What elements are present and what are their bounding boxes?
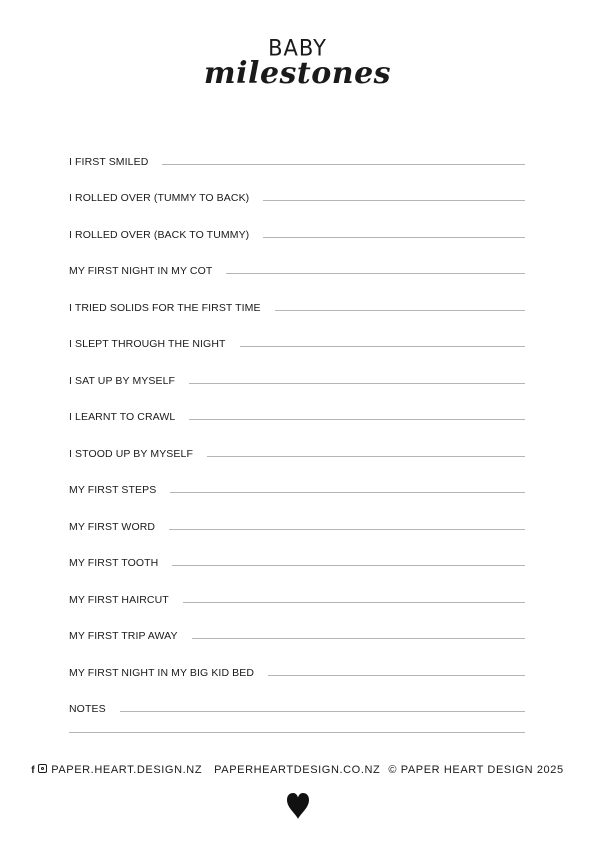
milestone-row — [69, 387, 525, 424]
write-line[interactable] — [170, 492, 525, 493]
write-line[interactable] — [189, 383, 525, 384]
milestone-row — [69, 642, 525, 679]
write-line[interactable] — [183, 602, 525, 603]
milestone-label: I FIRST SMILED — [69, 155, 149, 168]
milestone-row — [69, 423, 525, 460]
write-line[interactable] — [189, 419, 525, 420]
milestone-row — [69, 131, 525, 168]
milestone-row — [69, 314, 525, 351]
milestone-label: MY FIRST WORD — [69, 520, 156, 533]
milestone-row — [69, 277, 525, 314]
write-line[interactable] — [240, 346, 525, 347]
footer — [0, 764, 595, 776]
website-link[interactable]: PAPERHEARTDESIGN.CO.NZ — [214, 764, 381, 776]
milestone-label: MY FIRST TRIP AWAY — [69, 630, 178, 642]
milestone-label: MY FIRST STEPS — [69, 484, 157, 496]
milestone-label: I SAT UP BY MYSELF — [69, 374, 176, 387]
milestone-label: I ROLLED OVER (TUMMY TO BACK) — [69, 192, 250, 204]
write-line[interactable] — [226, 273, 525, 274]
milestone-list — [69, 131, 525, 715]
notes-line[interactable] — [120, 711, 525, 712]
milestone-row — [69, 569, 525, 606]
milestone-label: I STOOD UP BY MYSELF — [69, 447, 193, 460]
social-handle: PAPER.HEART.DESIGN.NZ — [51, 764, 203, 776]
copyright-text: © PAPER HEART DESIGN 2025 — [388, 764, 564, 776]
milestone-row — [69, 533, 525, 570]
milestone-row — [69, 606, 525, 643]
milestone-label: I LEARNT TO CRAWL — [69, 411, 176, 423]
write-line[interactable] — [263, 237, 525, 238]
milestone-row — [69, 168, 525, 205]
milestone-row — [69, 460, 525, 497]
write-line[interactable] — [192, 638, 525, 639]
notes-row — [69, 679, 525, 716]
write-line[interactable] — [268, 675, 525, 676]
milestone-label: I SLEPT THROUGH THE NIGHT — [69, 338, 226, 350]
milestone-row — [69, 204, 525, 241]
title-milestones: milestones — [203, 56, 392, 91]
write-line[interactable] — [207, 456, 525, 457]
heart-icon — [286, 792, 310, 820]
instagram-icon[interactable] — [38, 764, 47, 773]
facebook-icon[interactable]: f — [31, 765, 36, 776]
milestone-label: MY FIRST HAIRCUT — [69, 593, 169, 606]
write-line[interactable] — [169, 529, 525, 530]
milestone-row — [69, 350, 525, 387]
write-line[interactable] — [275, 310, 525, 311]
milestone-label: MY FIRST TOOTH — [69, 557, 159, 569]
milestone-label: MY FIRST NIGHT IN MY COT — [69, 265, 213, 277]
write-line[interactable] — [263, 200, 525, 201]
notes-line-2[interactable] — [69, 732, 525, 733]
title-baby: BABY — [268, 35, 327, 61]
milestone-row — [69, 241, 525, 278]
write-line[interactable] — [172, 565, 525, 566]
milestone-row — [69, 496, 525, 533]
notes-label: NOTES — [69, 703, 106, 715]
milestone-label: MY FIRST NIGHT IN MY BIG KID BED — [69, 666, 255, 679]
milestone-label: I TRIED SOLIDS FOR THE FIRST TIME — [69, 301, 261, 314]
milestone-label: I ROLLED OVER (BACK TO TUMMY) — [69, 228, 250, 241]
write-line[interactable] — [162, 164, 525, 165]
